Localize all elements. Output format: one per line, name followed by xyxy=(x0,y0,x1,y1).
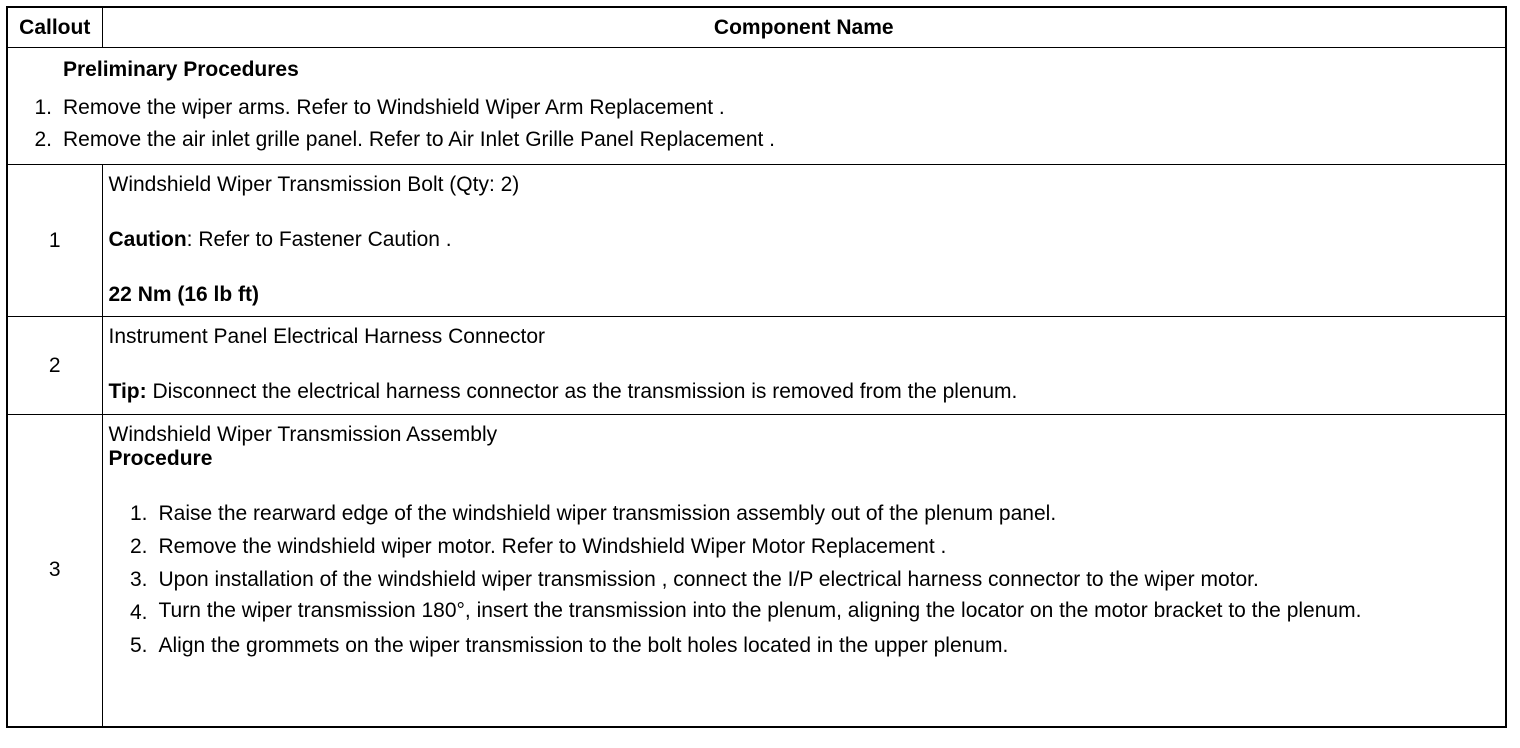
header-row xyxy=(7,7,1506,48)
torque-spec xyxy=(109,283,1506,307)
procedure-title: Procedure xyxy=(108,447,213,470)
table-row xyxy=(7,317,1506,415)
preliminary-title: Preliminary Procedures xyxy=(63,58,299,81)
component-name: Windshield Wiper Transmission Assembly xyxy=(108,423,498,446)
step-number: 1. xyxy=(34,96,52,119)
step-number: 5. xyxy=(129,634,148,657)
table-row xyxy=(7,165,1506,317)
callout-number: 2 xyxy=(7,317,102,415)
step-text: Turn the wiper transmission 180°, insert the transmission into the plenum, aligning the locator on the motor bracket to the plenum. xyxy=(158,599,1362,622)
caution-note xyxy=(109,228,1506,252)
component-name: Instrument Panel Electrical Harness Connector xyxy=(108,325,546,348)
step-number: 2. xyxy=(34,128,52,151)
step-text: Raise the rearward edge of the windshield wiper transmission assembly out of the plenum panel. xyxy=(158,502,1057,525)
list-item xyxy=(109,629,1506,662)
callout-number: 3 xyxy=(7,415,102,727)
step-text: Upon installation of the windshield wiper transmission , connect the I/P electrical harness connector to the wiper motor. xyxy=(158,568,1259,591)
procedure-steps xyxy=(109,497,1506,662)
component-name: Windshield Wiper Transmission Bolt (Qty: 2) xyxy=(108,173,520,196)
step-text: Remove the windshield wiper motor. Refer to Windshield Wiper Motor Replacement . xyxy=(158,535,947,558)
list-item xyxy=(109,596,1506,629)
list-item xyxy=(8,92,1505,124)
step-number: 3. xyxy=(129,568,148,591)
list-item xyxy=(8,124,1505,156)
step-number: 2. xyxy=(129,535,148,558)
component-name-header: Component Name xyxy=(102,7,1506,48)
step-number: 4. xyxy=(129,601,148,624)
tip-label: Tip: xyxy=(108,380,147,403)
tip-text: Disconnect the electrical harness connector as the transmission is removed from the plenum. xyxy=(146,380,1018,403)
caution-label: Caution xyxy=(108,228,187,251)
preliminary-row xyxy=(7,48,1506,165)
callout-header: Callout xyxy=(7,7,102,48)
table-row xyxy=(7,415,1506,727)
preliminary-cell xyxy=(7,48,1506,165)
tip-note xyxy=(109,380,1506,404)
list-item xyxy=(109,563,1506,596)
step-number: 1. xyxy=(129,502,148,525)
step-text: Remove the air inlet grille panel. Refer to Air Inlet Grille Panel Replacement . xyxy=(63,128,776,151)
callout-number: 1 xyxy=(7,165,102,317)
procedure-table xyxy=(6,6,1507,728)
torque-value: 22 Nm (16 lb ft) xyxy=(108,283,260,306)
component-cell xyxy=(102,317,1506,415)
step-text: Remove the wiper arms. Refer to Windshield Wiper Arm Replacement . xyxy=(63,96,725,119)
step-text: Align the grommets on the wiper transmission to the bolt holes located in the upper plenum. xyxy=(158,634,1009,657)
list-item xyxy=(109,530,1506,563)
component-cell xyxy=(102,415,1506,727)
caution-text: : Refer to Fastener Caution . xyxy=(186,228,452,251)
list-item xyxy=(109,497,1506,530)
component-cell xyxy=(102,165,1506,317)
